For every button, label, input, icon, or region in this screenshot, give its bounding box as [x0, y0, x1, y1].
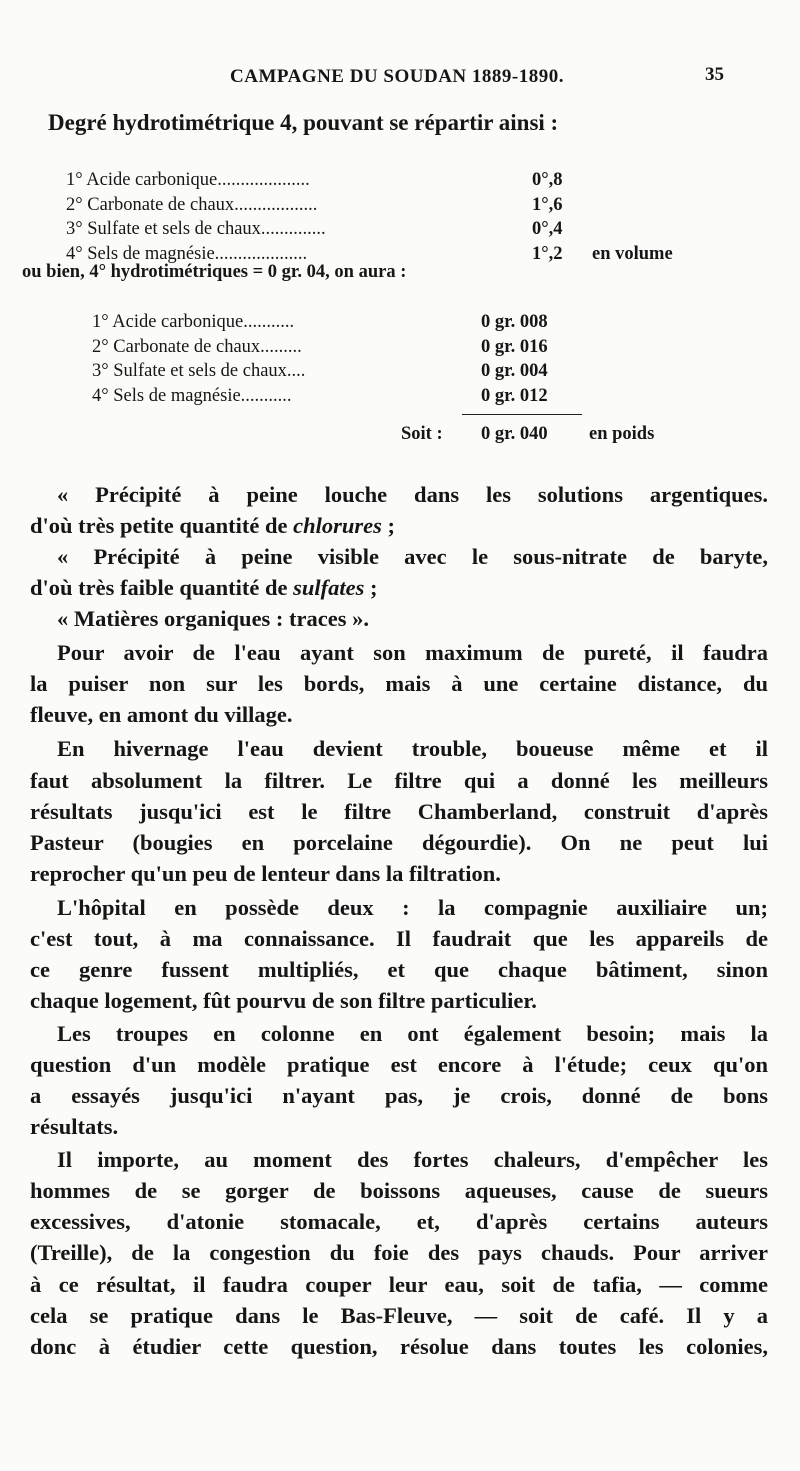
paragraph-line [30, 766, 768, 796]
line-text: faut absolument la filtrer. Le filtre qui a donné les meilleurs [30, 768, 768, 793]
line-text: L'hôpital en possède deux : la compagnie auxiliaire un; [57, 895, 768, 920]
line-text: Il importe, au moment des fortes chaleurs, d'empêcher les [57, 1147, 768, 1172]
paragraph-line [30, 1081, 768, 1111]
running-title: CAMPAGNE DU SOUDAN 1889-1890. [230, 66, 564, 87]
paragraph-line [30, 1332, 768, 1362]
table1-value: 0°,8 [532, 170, 563, 190]
line-text: « Matières organiques : traces ». [57, 606, 370, 631]
line-text: c'est tout, à ma connaissance. Il faudrait que les appareils de [30, 926, 768, 951]
paragraph-first-line [57, 638, 768, 668]
intro-line: Degré hydrotimétrique 4, pouvant se répartir ainsi : [48, 110, 559, 135]
line-text: reprocher qu'un peu de lenteur dans la filtration. [30, 861, 501, 886]
line-text: Les troupes en colonne en ont également besoin; mais la [57, 1021, 768, 1046]
paragraph-line [30, 828, 768, 858]
line-text: résultats. [30, 1114, 119, 1139]
table2-label: 2° Carbonate de chaux......... [92, 336, 302, 357]
paragraph-first-line [57, 734, 768, 764]
table1-label: 2° Carbonate de chaux.................. [66, 194, 318, 215]
paragraph-line [30, 924, 768, 954]
line-text: question d'un modèle pratique est encore à l'étude; ceux qu'on [30, 1052, 768, 1077]
table2-label: 4° Sels de magnésie........... [92, 385, 292, 406]
paragraph-line [30, 986, 768, 1016]
total-value: 0 gr. 040 [481, 424, 548, 444]
line-text: « Précipité à peine louche dans les solutions argentiques. [57, 482, 768, 507]
line-text: Pour avoir de l'eau ayant son maximum de pureté, il faudra [57, 640, 768, 665]
paragraph-first-line [57, 893, 768, 923]
table1-label: 3° Sulfate et sels de chaux.............. [66, 219, 326, 240]
line-text: à ce résultat, il faudra couper leur eau, soit de tafia, — comme [30, 1272, 768, 1297]
line-text: la puiser non sur les bords, mais à une certaine distance, du [30, 671, 768, 696]
line-text: En hivernage l'eau devient trouble, boueuse même et il [57, 736, 768, 761]
line-text: hommes de se gorger de boissons aqueuses, cause de sueurs [30, 1178, 768, 1203]
line-text: résultats jusqu'ici est le filtre Chamberland, construit d'après [30, 799, 768, 824]
paragraph-line [30, 1207, 768, 1237]
table1-label: 1° Acide carbonique.................... [66, 170, 310, 190]
paragraph-line [30, 1050, 768, 1080]
paragraph-first-line [57, 542, 768, 572]
paragraph-line [30, 859, 768, 889]
italic-term: chlorures [293, 513, 382, 538]
table2-value: 0 gr. 008 [481, 312, 548, 332]
line-text: a essayés jusqu'ici n'ayant pas, je crois, donné de bons [30, 1083, 768, 1108]
paragraph-line [30, 1301, 768, 1331]
paragraph-line [30, 573, 768, 603]
table2-value: 0 gr. 016 [481, 336, 548, 357]
table2-value: 0 gr. 004 [481, 361, 548, 382]
table1-value: 0°,4 [532, 219, 563, 240]
paragraph-line [30, 1270, 768, 1300]
total-label: Soit : [401, 424, 443, 444]
paragraph-line [30, 700, 768, 730]
paragraph-first-line [57, 480, 768, 510]
paragraph-first-line [57, 604, 768, 634]
line-text-end: ; [381, 513, 396, 538]
paragraph-first-line [57, 1019, 768, 1049]
table1-value: 1°,6 [532, 194, 563, 215]
paragraph-line [30, 511, 768, 541]
line-text: donc à étudier cette question, résolue dans toutes les colonies, [30, 1334, 768, 1359]
line-text: excessives, d'atonie stomacale, et, d'après certains auteurs [30, 1209, 768, 1234]
paragraph-line [30, 1112, 768, 1142]
line-text: « Précipité à peine visible avec le sous-nitrate de baryte, [57, 544, 768, 569]
paragraph-line [30, 1238, 768, 1268]
conversion-line: ou bien, 4° hydrotimétriques = 0 gr. 04, on aura : [22, 262, 407, 282]
table2-label: 3° Sulfate et sels de chaux.... [92, 361, 306, 382]
sum-rule [462, 414, 582, 415]
italic-term: sulfates [293, 575, 365, 600]
line-text: chaque logement, fût pourvu de son filtre particulier. [30, 988, 537, 1013]
line-text: (Treille), de la congestion du foie des pays chauds. Pour arriver [30, 1240, 768, 1265]
table1-label: 4° Sels de magnésie.................... [66, 243, 308, 264]
paragraph-first-line [57, 1145, 768, 1175]
paragraph-line [30, 955, 768, 985]
line-text: Pasteur (bougies en porcelaine dégourdie). On ne peut lui [30, 830, 768, 855]
line-text: d'où très faible quantité de [30, 575, 294, 600]
line-text: cela se pratique dans le Bas-Fleuve, — soit de café. Il y a [30, 1303, 768, 1328]
table1-value: 1°,2 [532, 243, 563, 264]
page-number: 35 [705, 64, 724, 85]
line-text: ce genre fussent multipliés, et que chaque bâtiment, sinon [30, 957, 768, 982]
table2-value: 0 gr. 012 [481, 385, 548, 406]
line-text-end: ; [364, 575, 378, 600]
total-unit: en poids [589, 424, 655, 444]
paragraph-line [30, 669, 768, 699]
table2-label: 1° Acide carbonique........... [92, 312, 295, 332]
line-text: fleuve, en amont du village. [30, 702, 293, 727]
paragraph-line [30, 1176, 768, 1206]
line-text: d'où très petite quantité de [30, 513, 294, 538]
table1-unit: en volume [592, 243, 673, 264]
paragraph-line [30, 797, 768, 827]
